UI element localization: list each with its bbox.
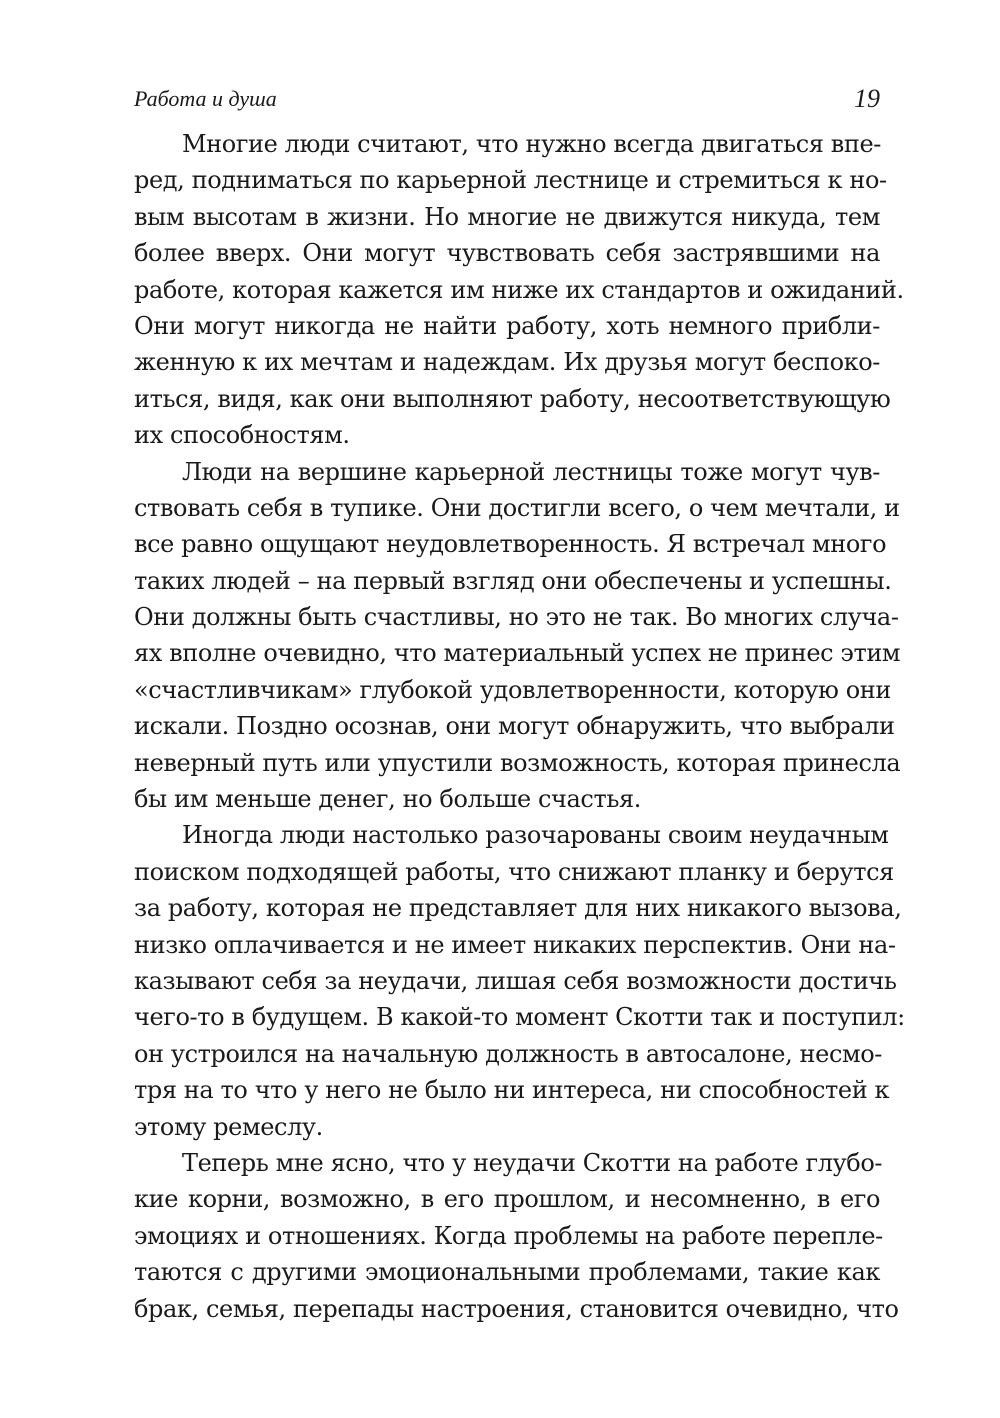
text-line: он устроился на начальную должность в автосалоне, несмо- — [134, 1039, 883, 1068]
text-line: казывают себя за неудачи, лишая себя возможности достичь — [134, 966, 897, 995]
running-head — [134, 84, 880, 118]
text-line: таких людей – на первый взгляд они обеспечены и успешны. — [134, 566, 892, 595]
paragraph — [134, 454, 901, 818]
text-line: искали. Поздно осознав, они могут обнаружить, что выбрали — [134, 712, 895, 741]
text-line: Многие люди считают, что нужно всегда двигаться впе- — [182, 130, 881, 158]
text-line: таются с другими эмоциональными проблемами, такие как — [134, 1258, 880, 1287]
text-line: Иногда люди настолько разочарованы своим неудачным — [182, 821, 889, 850]
text-line: работе, которая кажется им ниже их стандартов и ожиданий. — [134, 275, 904, 304]
text-line: чего-то в будущем. В какой-то момент Скотти так и поступил: — [134, 1003, 905, 1032]
paragraph — [134, 1145, 899, 1327]
text-line: Они могут никогда не найти работу, хоть немного прибли- — [134, 311, 880, 340]
paragraph — [134, 817, 905, 1145]
body-text — [134, 126, 905, 1327]
text-line: иться, видя, как они выполняют работу, несоответствующую — [134, 384, 891, 413]
text-line: ред, подниматься по карьерной лестнице и стремиться к но- — [134, 166, 887, 195]
text-line: все равно ощущают неудовлетворенность. Я встречал много — [134, 530, 887, 559]
text-line: ствовать себя в тупике. Они достигли всего, о чем мечтали, и — [134, 493, 900, 522]
text-line: Люди на вершине карьерной лестницы тоже могут чув- — [182, 457, 880, 486]
text-line: поиском подходящей работы, что снижают планку и берутся — [134, 857, 894, 886]
paragraph — [134, 126, 904, 454]
text-line: брак, семья, перепады настроения, становится очевидно, что — [134, 1294, 899, 1323]
text-line: «счастливчикам» глубокой удовлетворенности, которую они — [134, 675, 891, 704]
text-line: вым высотам в жизни. Но многие не движутся никуда, тем — [134, 202, 880, 231]
text-line: низко оплачивается и не имеет никаких перспектив. Они на- — [134, 930, 896, 959]
text-line: неверный путь или упустили возможность, которая принесла — [134, 748, 901, 777]
text-line: тря на то что у него не было ни интереса, ни способностей к — [134, 1076, 890, 1105]
text-line: более вверх. Они могут чувствовать себя застрявшими на — [134, 239, 880, 268]
text-line: ях вполне очевидно, что материальный успех не принес этим — [134, 639, 901, 668]
text-line: их способностям. — [134, 421, 350, 450]
text-line: за работу, которая не представляет для них никакого вызова, — [134, 894, 902, 923]
text-line: бы им меньше денег, но больше счастья. — [134, 785, 641, 814]
text-line: кие корни, возможно, в его прошлом, и несомненно, в его — [134, 1185, 880, 1214]
running-title: Работа и душа — [134, 86, 277, 111]
text-line: Они должны быть счастливы, но это не так. Во многих случа- — [134, 603, 899, 632]
text-line: этому ремеслу. — [134, 1112, 323, 1141]
text-line: женную к их мечтам и надеждам. Их друзья могут беспоко- — [134, 348, 880, 377]
text-line: эмоциях и отношениях. Когда проблемы на работе перепле- — [134, 1221, 883, 1250]
page-number: 19 — [854, 84, 880, 113]
text-line: Теперь мне ясно, что у неудачи Скотти на работе глубо- — [182, 1148, 883, 1177]
